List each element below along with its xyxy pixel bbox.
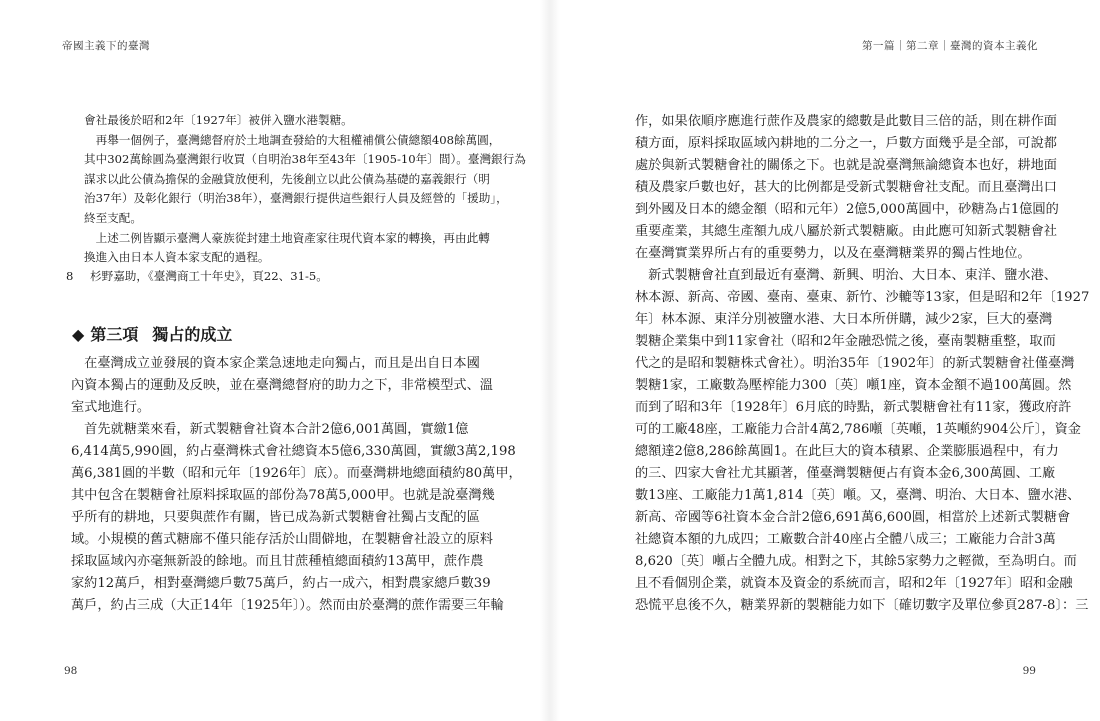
body-line: 積方面，原料採取區域內耕地的二分之一，戶數方面幾乎是全部，可說都 — [635, 136, 1057, 151]
body-line: 域。小規模的舊式糖廍不僅只能存活於山間僻地，在製糖會社設立的原料 — [71, 532, 493, 547]
body-line: 社總資本額的九成四；工廠數合計40座占全體八成三；工廠能力合計3萬 — [635, 532, 1056, 547]
note-line: 換進入由日本人資本家支配的過程。 — [84, 250, 270, 265]
body-line: 林本源、新高、帝國、臺南、臺東、新竹、沙轆等13家，但是昭和2年〔1927 — [635, 290, 1090, 305]
body-line: 家約12萬戶，相對臺灣總戶數75萬戶，約占一成六，相對農家總戶數39 — [71, 576, 491, 591]
note-line: 再舉一個例子，臺灣總督府於土地調查發給的大租權補償公債總額408餘萬圓， — [84, 132, 501, 147]
body-line: 到外國及日本的總金額（昭和元年）2億5,000萬圓中，砂糖為占1億圓的 — [635, 202, 1059, 217]
body-line: 乎所有的耕地，只要與蔗作有關，皆已成為新式製糖會社獨占支配的區 — [71, 510, 480, 525]
body-line: 可的工廠48座，工廠能力合計4萬2,786噸〔英噸，1英噸約904公斤〕，資金 — [635, 422, 1081, 437]
body-line: 新式製糖會社直到最近有臺灣、新興、明治、大日本、東洋、鹽水港、 — [635, 268, 1057, 283]
body-line: 積及農家戶數也好，甚大的比例都是受新式製糖會社支配。而且臺灣出口 — [635, 180, 1057, 195]
section-number: 第三項 — [90, 325, 139, 344]
section-heading — [72, 322, 232, 345]
note-line: 治37年）及彰化銀行（明治38年），臺灣銀行提供這些銀行人員及經營的「援助」， — [84, 191, 508, 206]
body-line: 在臺灣成立並發展的資本家企業急速地走向獨占，而且是出自日本國 — [71, 356, 480, 371]
left-running-head: 帝國主義下的臺灣 — [62, 40, 150, 52]
body-line: 製糖1家，工廠數為壓榨能力300〔英〕噸1座，資本金額不過100萬圓。然 — [635, 378, 1072, 393]
right-page — [552, 0, 1100, 721]
body-line: 的三、四家大會社尤其顯著，僅臺灣製糖便占有資本金6,300萬圓、工廠 — [635, 466, 1056, 481]
body-line: 製糖企業集中到11家會社（昭和2年金融恐慌之後，臺南製糖重整，取而 — [635, 334, 1056, 349]
section-bullet-icon: ◆ — [72, 325, 85, 344]
body-line: 室式地進行。 — [71, 400, 151, 415]
body-line: 6,414萬5,990圓，約占臺灣株式會社總資本5億6,330萬圓，實繳3萬2,198 — [71, 444, 516, 459]
right-page-number: 99 — [1022, 665, 1036, 677]
body-line: 萬6,381圓的半數（昭和元年〔1926年〕底）。而臺灣耕地總面積約80萬甲， — [71, 466, 522, 481]
left-note-block — [84, 111, 526, 268]
note-line: 其中302萬餘圓為臺灣銀行收買（自明治38年至43年〔1905-10年〕間）。臺灣銀行為 — [84, 152, 526, 167]
body-line: 8,620〔英〕噸占全體九成。相對之下，其餘5家勢力之輕微，至為明白。而 — [635, 554, 1077, 569]
body-line: 內資本獨占的運動及反映，並在臺灣總督府的助力之下，非常模型式、溫 — [71, 378, 493, 393]
section-title: 獨占的成立 — [152, 325, 233, 344]
left-body-text — [71, 353, 522, 617]
left-page-number: 98 — [64, 665, 78, 677]
note-line: 謀求以此公債為擔保的金融貸放便利，先後創立以此公債為基礎的嘉義銀行（明 — [84, 171, 490, 186]
body-line: 在臺灣實業界所占有的重要勢力，以及在臺灣糖業界的獨占性地位。 — [635, 246, 1031, 261]
body-line: 總額達2億8,286餘萬圓1。在此巨大的資本積累、企業膨脹過程中，有力 — [635, 444, 1059, 459]
left-page — [0, 0, 548, 721]
note-line: 上述二例皆顯示臺灣人豪族從封建土地資產家往現代資本家的轉換，再由此轉 — [84, 230, 490, 245]
body-line: 重要產業，其總生產額九成八屬於新式製糖廠。由此應可知新式製糖會社 — [635, 224, 1057, 239]
body-line: 恐慌平息後不久，糖業界新的製糖能力如下〔確切數字及單位參頁287-8〕：三 — [635, 598, 1089, 613]
body-line: 數13座、工廠能力1萬1,814〔英〕噸。又，臺灣、明治、大日本、鹽水港、 — [635, 488, 1081, 503]
body-line: 萬戶，約占三成（大正14年〔1925年〕）。然而由於臺灣的蔗作需要三年輪 — [71, 598, 504, 613]
body-line: 作，如果依順序應進行蔗作及農家的總數是此數目三倍的話，則在耕作面 — [635, 114, 1057, 129]
body-line: 其中包含在製糖會社原料採取區的部份為78萬5,000甲。也就是說臺灣幾 — [71, 488, 495, 503]
body-line: 代之的是昭和製糖株式會社）。明治35年〔1902年〕的新式製糖會社僅臺灣 — [635, 356, 1075, 371]
footnote-line — [66, 267, 468, 287]
footnote-text: 杉野嘉助，《臺灣商工十年史》，頁22、31-5。 — [90, 269, 328, 283]
body-line: 首先就糖業來看，新式製糖會社資本合計2億6,001萬圓，實繳1億 — [71, 422, 469, 437]
body-line: 新高、帝國等6社資本金合計2億6,691萬6,600圓，相當於上述新式製糖會 — [635, 510, 1071, 525]
body-line: 且不看個別企業，就資本及資金的系統而言，昭和2年〔1927年〕昭和金融 — [635, 576, 1073, 591]
body-line: 採取區域內亦毫無新設的餘地。而且甘蔗種植總面積約13萬甲，蔗作農 — [71, 554, 484, 569]
note-line: 會社最後於昭和2年〔1927年〕被併入鹽水港製糖。 — [84, 113, 353, 127]
footnote-number: 8 — [66, 269, 74, 283]
footnote — [66, 267, 468, 287]
body-line: 而到了昭和3年〔1928年〕6月底的時點，新式製糖會社有11家，獲政府許 — [635, 400, 1072, 415]
right-body-text — [635, 111, 1090, 617]
right-running-head: 第一篇｜第二章｜臺灣的資本主義化 — [862, 40, 1038, 52]
body-line: 年〕林本源、東洋分別被鹽水港、大日本所併購，減少2家，巨大的臺灣 — [635, 312, 1053, 327]
body-line: 處於與新式製糖會社的關係之下。也就是說臺灣無論總資本也好，耕地面 — [635, 158, 1057, 173]
note-line: 終至支配。 — [84, 210, 142, 225]
